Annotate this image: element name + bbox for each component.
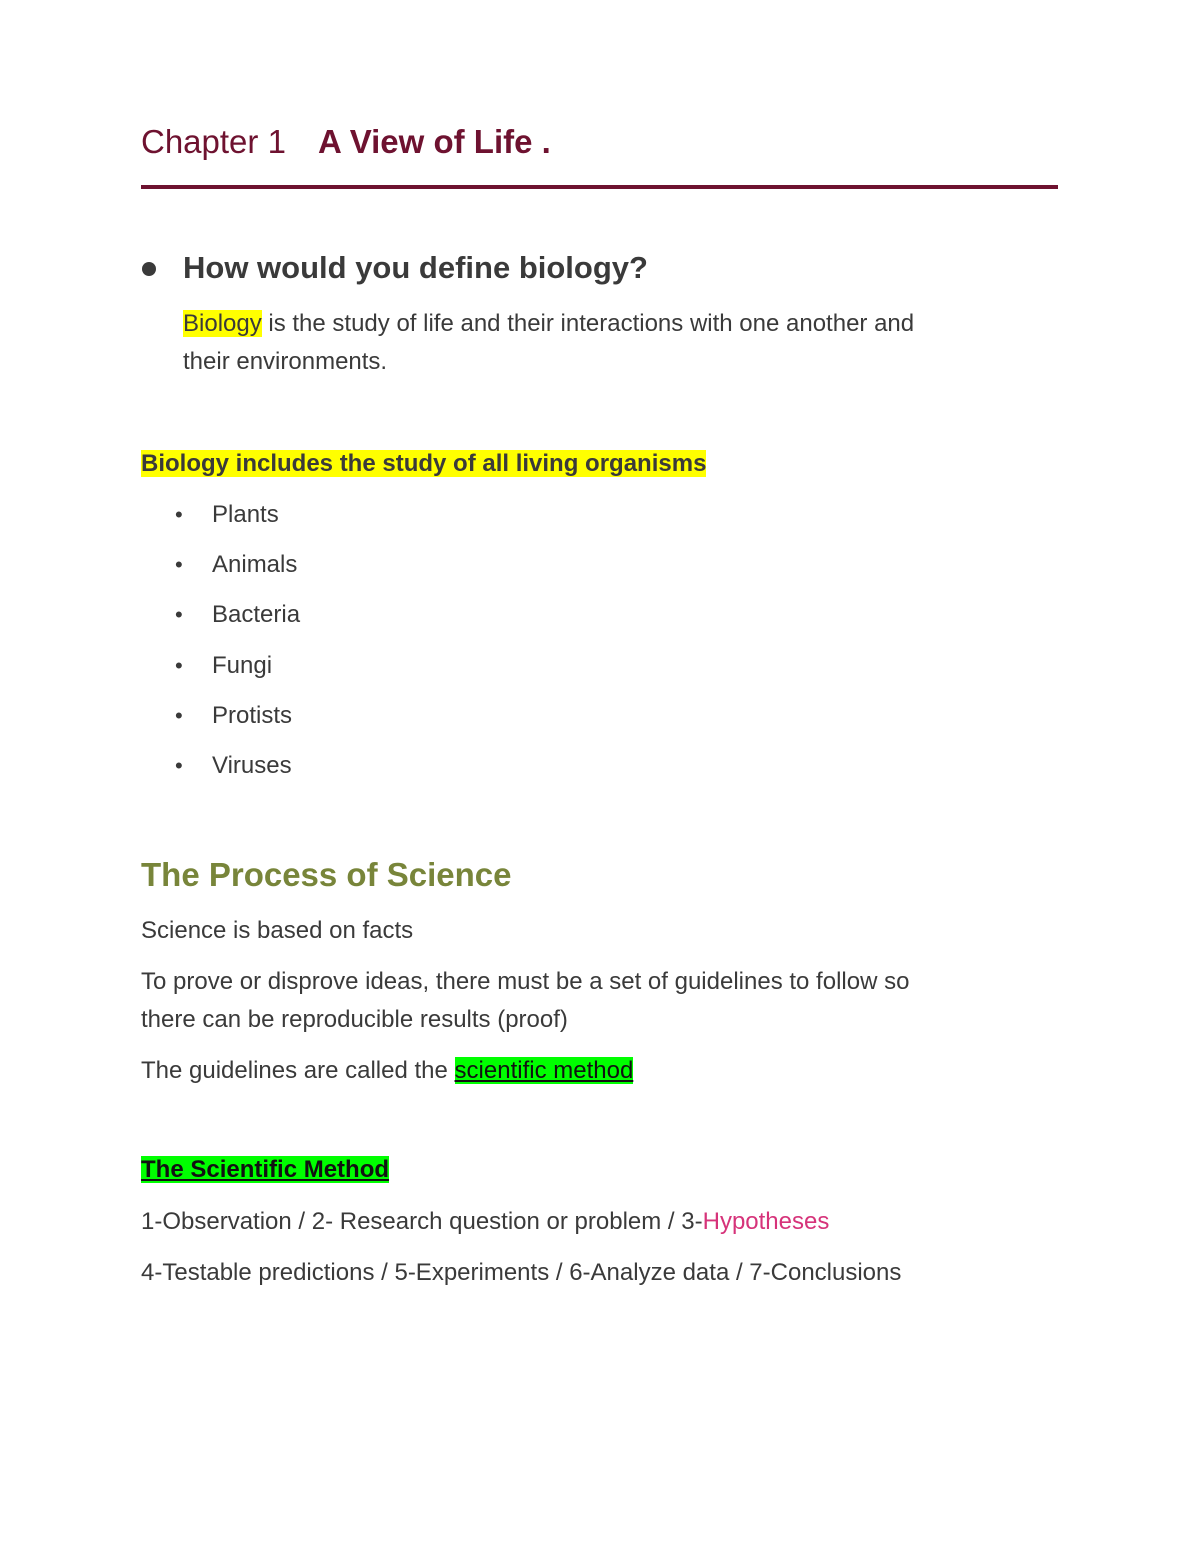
paragraph-text: The guidelines are called the xyxy=(141,1057,455,1084)
list-item xyxy=(175,546,297,584)
paragraph xyxy=(141,1052,633,1090)
section-heading: The Process of Science xyxy=(141,856,512,893)
bullet-icon: • xyxy=(175,502,183,527)
bullet-icon: • xyxy=(175,653,183,678)
scientific-method-link[interactable]: scientific method xyxy=(454,1057,634,1084)
paragraph: Science is based on facts xyxy=(141,917,414,944)
chapter-subtitle: A View of Life . xyxy=(317,123,551,160)
list-item-label: Viruses xyxy=(212,752,292,779)
paragraph: there can be reproducible results (proof) xyxy=(141,1006,568,1033)
method-heading xyxy=(141,1151,389,1189)
list-item xyxy=(175,647,272,685)
paragraph: To prove or disprove ideas, there must be a set of guidelines to follow so xyxy=(141,968,910,995)
chapter-title xyxy=(141,118,551,166)
hypotheses-text: Hypotheses xyxy=(702,1208,830,1235)
list-item-label: Animals xyxy=(212,551,298,578)
list-item-label: Fungi xyxy=(212,652,273,679)
method-steps-line-1 xyxy=(141,1203,829,1241)
highlighted-term: Biology xyxy=(183,310,262,337)
method-steps-line-2: 4-Testable predictions / 5-Experiments / 6-Analyze data / 7-Conclusions xyxy=(141,1259,902,1286)
definition-line-2: their environments. xyxy=(183,348,388,375)
list-item xyxy=(175,596,300,634)
bullet-icon: • xyxy=(175,703,183,728)
question-heading: How would you define biology? xyxy=(183,250,648,285)
bullet-icon xyxy=(142,262,156,276)
includes-heading xyxy=(141,445,706,483)
bullet-icon: • xyxy=(175,552,183,577)
includes-heading-text: Biology includes the study of all living organisms xyxy=(141,450,707,477)
method-steps-text: 1-Observation / 2- Research question or problem / 3- xyxy=(141,1208,703,1235)
definition-text: is the study of life and their interactions with one another and xyxy=(261,310,915,337)
definition-line-1 xyxy=(183,305,914,343)
list-item-label: Protists xyxy=(212,702,293,729)
list-item-label: Plants xyxy=(212,501,279,528)
chapter-number: Chapter 1 xyxy=(141,123,286,160)
list-item xyxy=(175,747,292,785)
bullet-icon: • xyxy=(175,602,183,627)
method-heading-text: The Scientific Method xyxy=(141,1156,390,1183)
title-divider xyxy=(141,185,1058,189)
bullet-icon: • xyxy=(175,753,183,778)
list-item-label: Bacteria xyxy=(212,601,301,628)
list-item xyxy=(175,496,279,534)
list-item xyxy=(175,697,292,735)
